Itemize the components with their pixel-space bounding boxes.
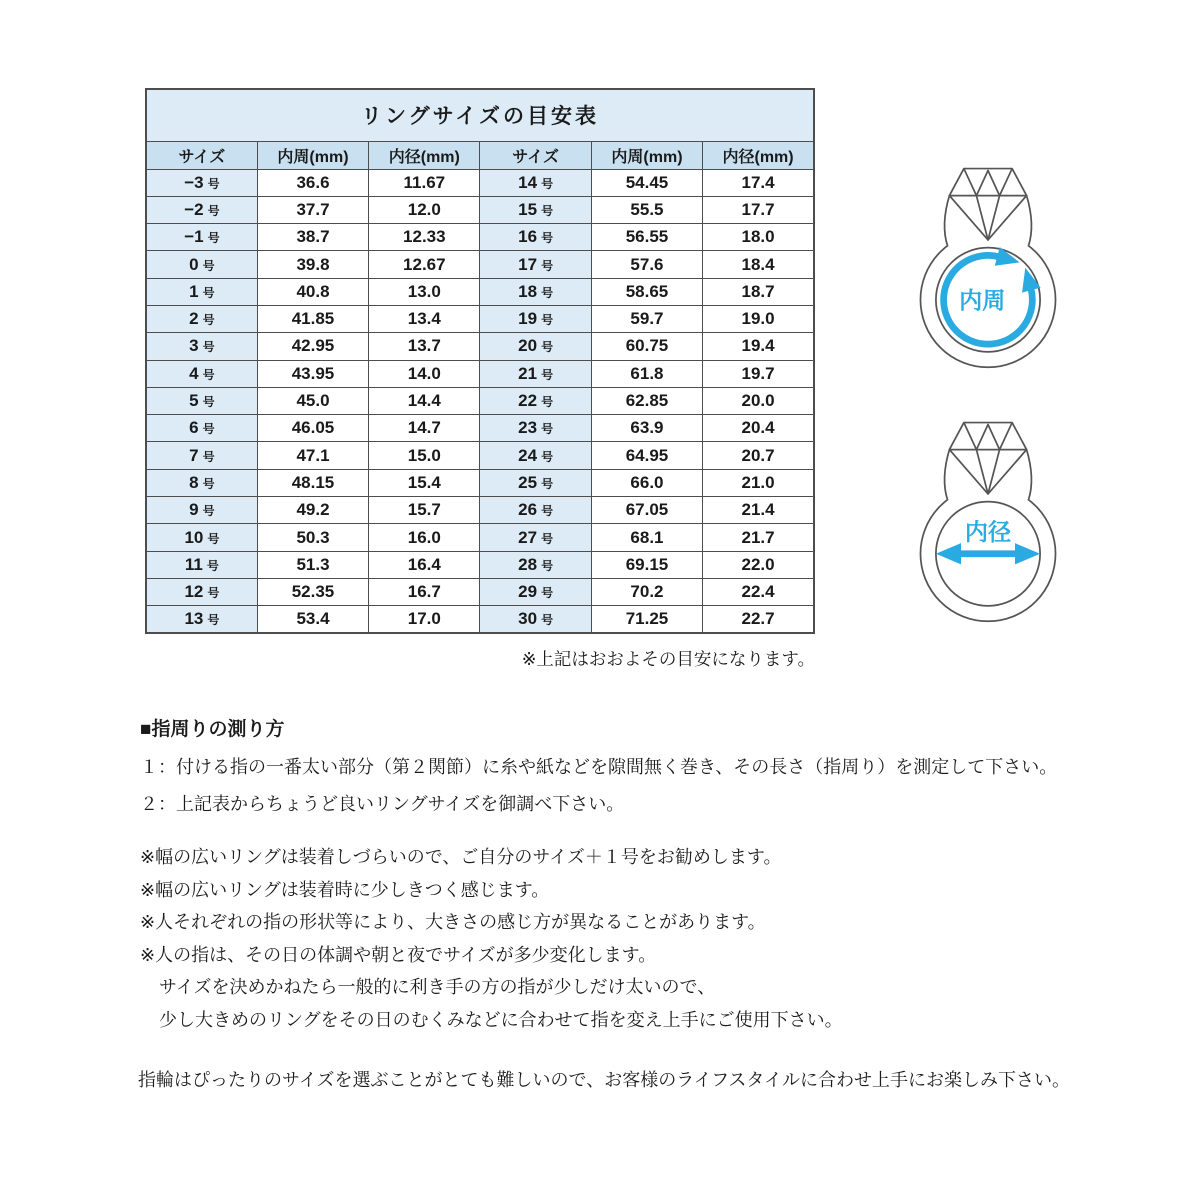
ring-with-circumference-arrow-icon [906,158,1070,374]
circumference-cell: 43.95 [257,360,368,387]
diameter-cell: 13.0 [369,278,480,305]
size-cell: 0 号 [146,251,257,278]
diameter-cell: 11.67 [369,169,480,196]
diameter-cell: 18.4 [703,251,814,278]
table-row [146,578,814,605]
circumference-cell: 61.8 [591,360,702,387]
column-header-size-left: サイズ [146,141,257,169]
circumference-cell: 70.2 [591,578,702,605]
diameter-cell: 22.0 [703,551,814,578]
circumference-cell: 71.25 [591,606,702,633]
table-row [146,278,814,305]
table-title-row [146,89,814,141]
circumference-cell: 52.35 [257,578,368,605]
size-cell: 20 号 [480,333,591,360]
note-line: 少し大きめのリングをその日のむくみなどに合わせて指を変え上手にご使用下さい。 [159,1009,843,1030]
size-cell: 14 号 [480,169,591,196]
circumference-cell: 45.0 [257,387,368,414]
circumference-cell: 62.85 [591,387,702,414]
size-cell: 15 号 [480,196,591,223]
diameter-cell: 21.4 [703,497,814,524]
size-cell: 17 号 [480,251,591,278]
notes-block [140,845,843,1040]
size-cell: 8 号 [146,469,257,496]
diameter-cell: 16.7 [369,578,480,605]
diameter-cell: 17.7 [703,196,814,223]
size-cell: 27 号 [480,524,591,551]
size-cell: 24 号 [480,442,591,469]
table-row [146,251,814,278]
diameter-cell: 17.4 [703,169,814,196]
circumference-cell: 38.7 [257,224,368,251]
ring-circumference-diagram [906,158,1070,374]
diameter-cell: 16.0 [369,524,480,551]
diameter-cell: 19.7 [703,360,814,387]
size-cell: 19 号 [480,305,591,332]
circumference-cell: 42.95 [257,333,368,360]
circumference-cell: 40.8 [257,278,368,305]
size-cell: 28 号 [480,551,591,578]
size-cell: 12 号 [146,578,257,605]
column-header-diameter-right: 内径(mm) [703,141,814,169]
note-line: ※幅の広いリングは装着時に少しきつく感じます。 [140,879,550,900]
size-cell: 25 号 [480,469,591,496]
size-cell: 4 号 [146,360,257,387]
diameter-cell: 13.7 [369,333,480,360]
size-cell: 30 号 [480,606,591,633]
diameter-cell: 22.4 [703,578,814,605]
size-cell: −3 号 [146,169,257,196]
circumference-label: 内周 [959,287,1006,314]
size-cell: 6 号 [146,415,257,442]
diameter-cell: 17.0 [369,606,480,633]
table-row [146,415,814,442]
diameter-cell: 20.0 [703,387,814,414]
note-line: ※人の指は、その日の体調や朝と夜でサイズが多少変化します。 [140,944,657,965]
table-row [146,497,814,524]
size-cell: 11 号 [146,551,257,578]
how-to-step-2: ２：上記表からちょうど良いリングサイズを御調べ下さい。 [140,794,625,814]
how-to-heading: ■指周りの測り方 [140,719,285,740]
size-cell: 3 号 [146,333,257,360]
circumference-cell: 46.05 [257,415,368,442]
diameter-cell: 18.0 [703,224,814,251]
table-row [146,196,814,223]
table-approximation-note: ※上記はおおよその目安になります。 [521,649,815,669]
size-cell: 26 号 [480,497,591,524]
column-header-circumference-left: 内周(mm) [257,141,368,169]
circumference-cell: 55.5 [591,196,702,223]
size-cell: 2 号 [146,305,257,332]
table-row [146,360,814,387]
table-row [146,305,814,332]
note-line: ※幅の広いリングは装着しづらいので、ご自分のサイズ＋１号をお勧めします。 [140,847,782,867]
circumference-cell: 68.1 [591,524,702,551]
size-cell: 10 号 [146,524,257,551]
table-row [146,224,814,251]
table-row [146,524,814,551]
size-cell: 22 号 [480,387,591,414]
table-row [146,606,814,633]
diameter-cell: 16.4 [369,551,480,578]
circumference-cell: 57.6 [591,251,702,278]
table-header-row [146,141,814,169]
circumference-cell: 49.2 [257,497,368,524]
circumference-cell: 67.05 [591,497,702,524]
circumference-cell: 60.75 [591,333,702,360]
size-cell: 23 号 [480,415,591,442]
table-row [146,442,814,469]
table-row [146,551,814,578]
table-title: リングサイズの目安表 [146,89,814,141]
circumference-cell: 36.6 [257,169,368,196]
size-cell: 5 号 [146,387,257,414]
circumference-cell: 51.3 [257,551,368,578]
circumference-cell: 47.1 [257,442,368,469]
diameter-cell: 19.4 [703,333,814,360]
ring-size-table-section [145,88,815,634]
size-cell: 13 号 [146,606,257,633]
note-line: ※人それぞれの指の形状等により、大きさの感じ方が異なることがあります。 [140,912,766,932]
diameter-cell: 21.0 [703,469,814,496]
size-cell: −1 号 [146,224,257,251]
table-row [146,469,814,496]
circumference-cell: 59.7 [591,305,702,332]
table-row [146,387,814,414]
table-row [146,333,814,360]
size-cell: 18 号 [480,278,591,305]
diameter-label: 内径 [964,519,1012,546]
circumference-cell: 58.65 [591,278,702,305]
footer-advice: 指輪はぴったりのサイズを選ぶことがとても難しいので、お客様のライフスタイルに合わせ上手にお楽しみ下さい。 [138,1070,1071,1090]
diameter-cell: 12.0 [369,196,480,223]
circumference-cell: 50.3 [257,524,368,551]
ring-with-diameter-arrow-icon [906,412,1070,628]
circumference-cell: 66.0 [591,469,702,496]
size-cell: 29 号 [480,578,591,605]
size-cell: 16 号 [480,224,591,251]
size-cell: 7 号 [146,442,257,469]
diameter-cell: 12.67 [369,251,480,278]
ring-diameter-diagram [906,412,1070,628]
ring-size-table [145,88,815,634]
diameter-cell: 15.7 [369,497,480,524]
table-row [146,169,814,196]
size-cell: 1 号 [146,278,257,305]
circumference-cell: 48.15 [257,469,368,496]
circumference-cell: 53.4 [257,606,368,633]
circumference-cell: 56.55 [591,224,702,251]
circumference-cell: 54.45 [591,169,702,196]
diameter-cell: 12.33 [369,224,480,251]
diameter-cell: 19.0 [703,305,814,332]
diameter-cell: 20.4 [703,415,814,442]
circumference-cell: 63.9 [591,415,702,442]
diameter-cell: 14.4 [369,387,480,414]
circumference-cell: 39.8 [257,251,368,278]
how-to-step-1: １：付ける指の一番太い部分（第２関節）に糸や紙などを隙間無く巻き、その長さ（指周り）を測定して下さい。 [140,757,1058,777]
diameter-cell: 15.0 [369,442,480,469]
note-line: サイズを決めかねたら一般的に利き手の方の指が少しだけ太いので、 [159,977,716,997]
diameter-cell: 18.7 [703,278,814,305]
diameter-cell: 21.7 [703,524,814,551]
column-header-circumference-right: 内周(mm) [591,141,702,169]
size-cell: 9 号 [146,497,257,524]
column-header-size-right: サイズ [480,141,591,169]
size-cell: 21 号 [480,360,591,387]
size-cell: −2 号 [146,196,257,223]
circumference-cell: 37.7 [257,196,368,223]
table-body [146,169,814,633]
diameter-cell: 13.4 [369,305,480,332]
diameter-cell: 15.4 [369,469,480,496]
circumference-cell: 41.85 [257,305,368,332]
diameter-cell: 14.7 [369,415,480,442]
circumference-cell: 69.15 [591,551,702,578]
column-header-diameter-left: 内径(mm) [369,141,480,169]
diameter-cell: 14.0 [369,360,480,387]
circumference-cell: 64.95 [591,442,702,469]
diameter-cell: 22.7 [703,606,814,633]
diameter-cell: 20.7 [703,442,814,469]
